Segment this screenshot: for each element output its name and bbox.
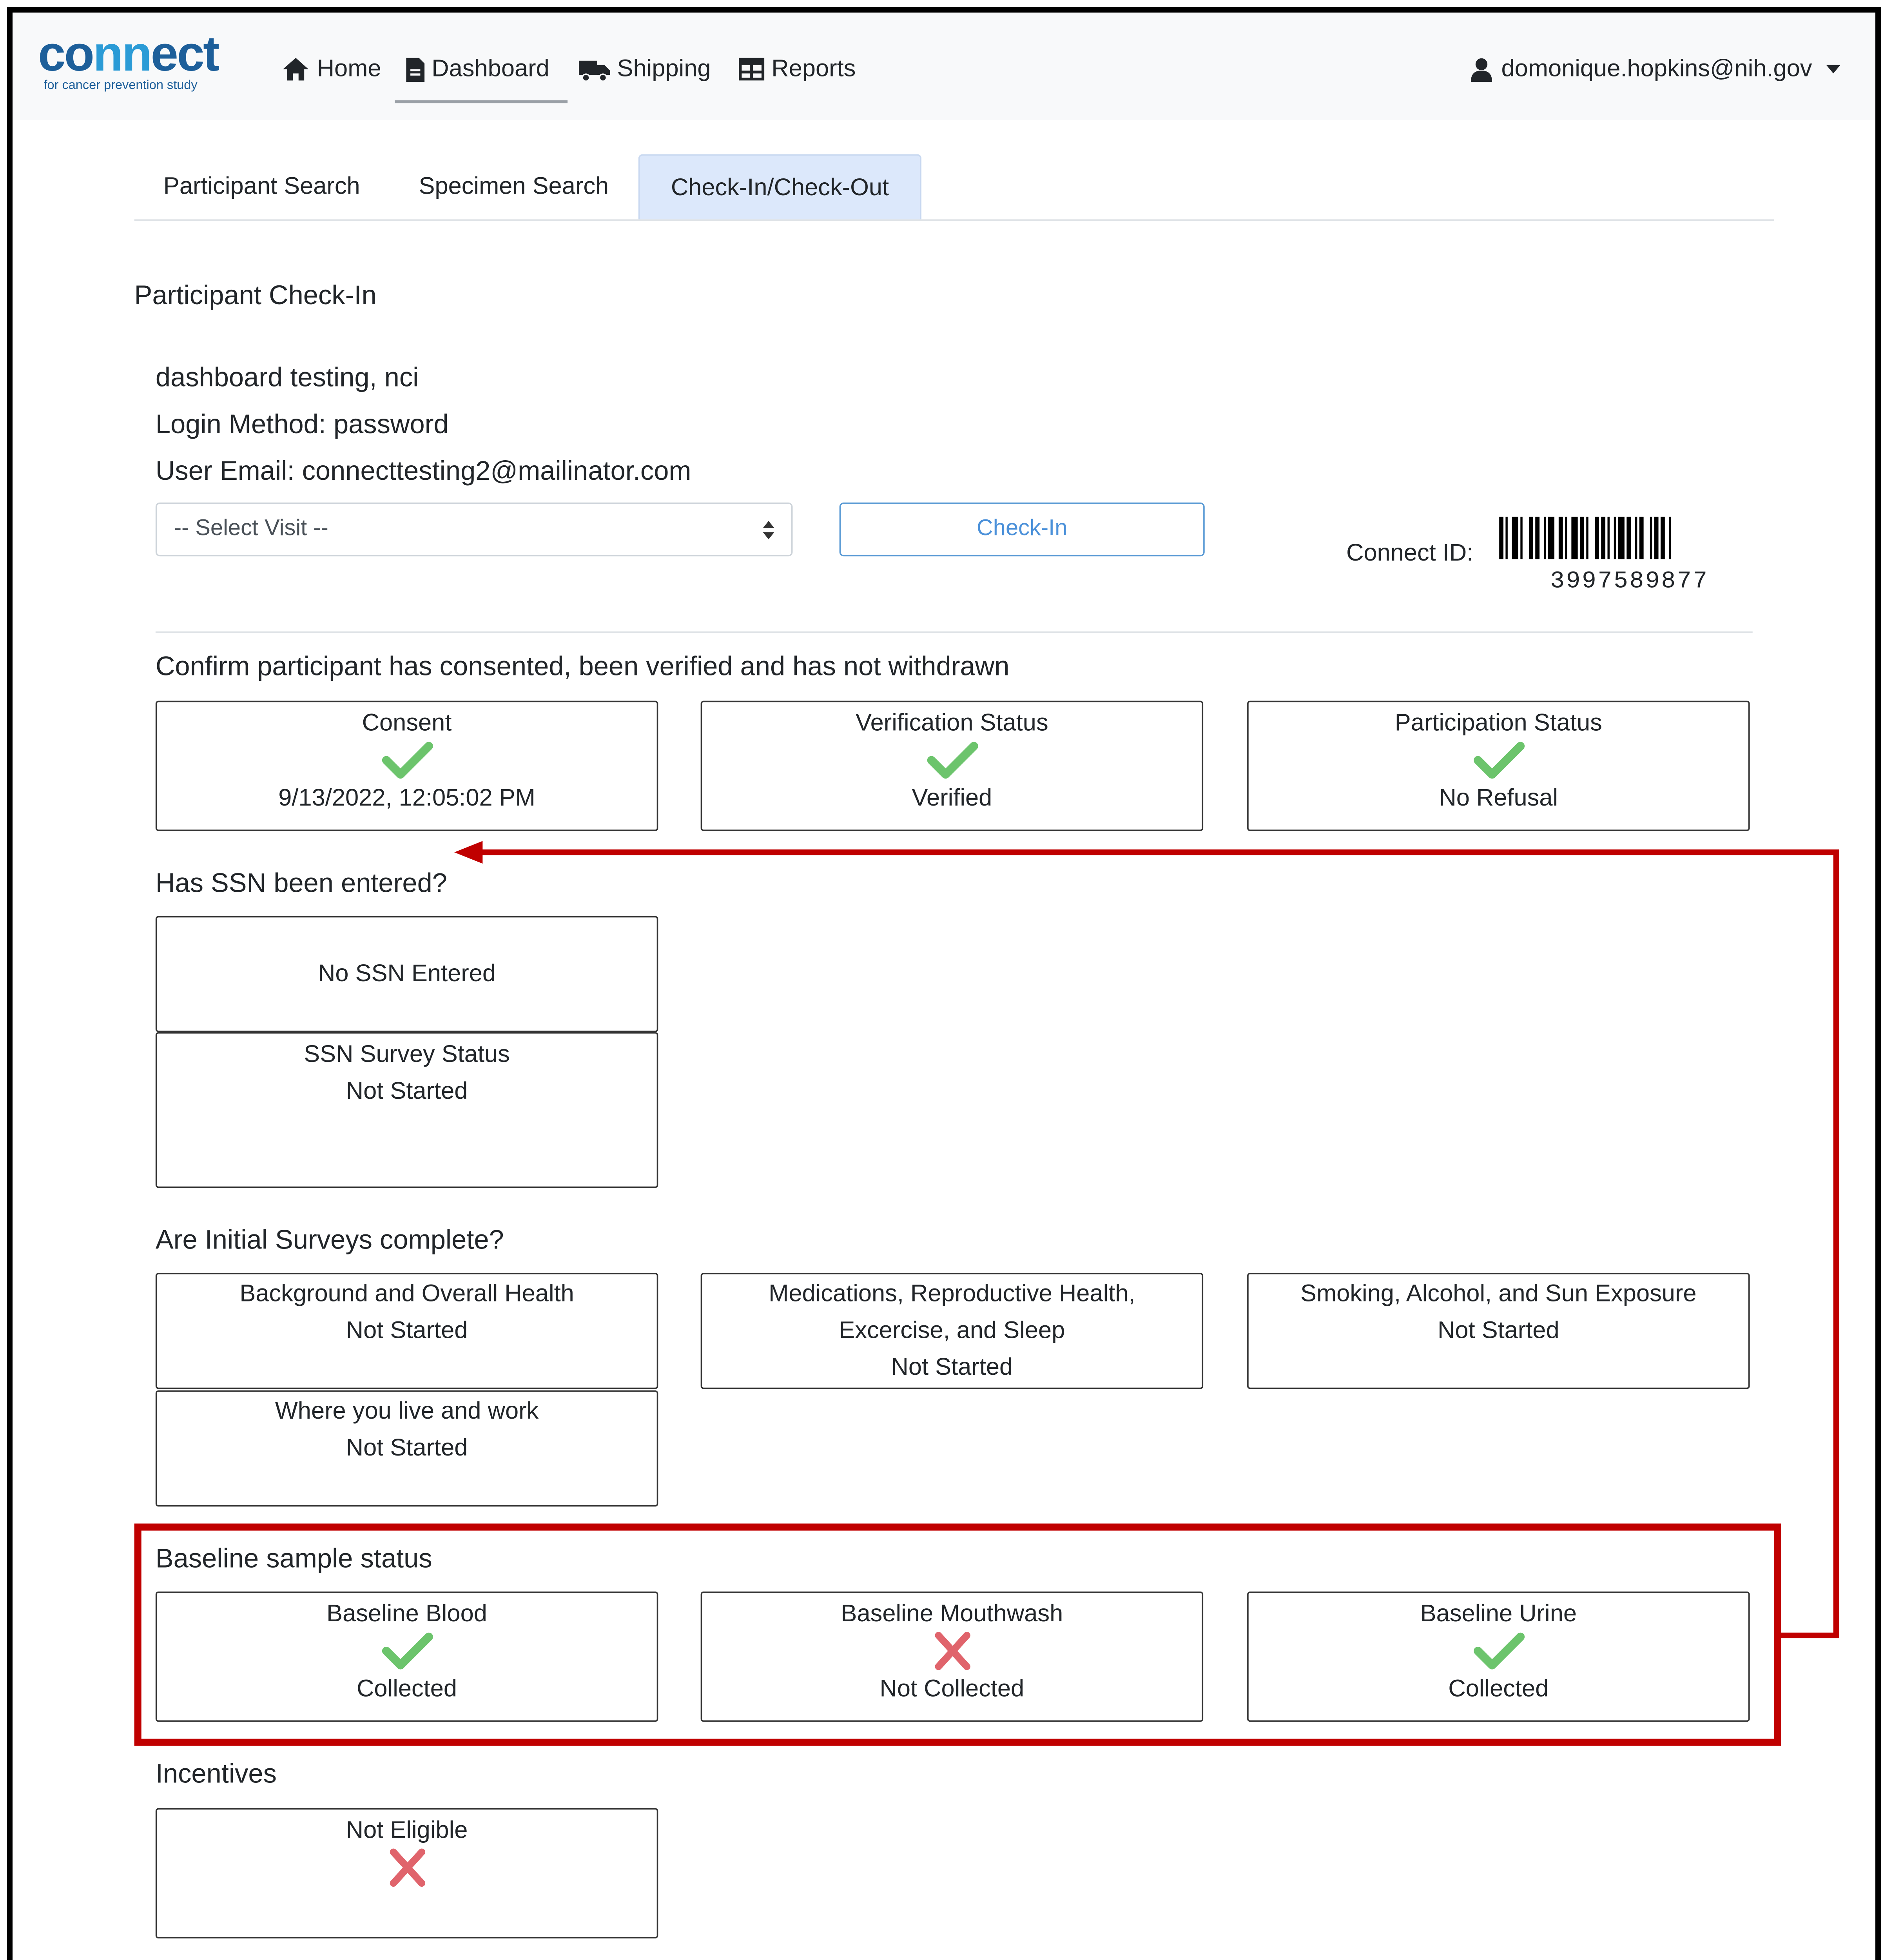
survey-label-line2: Excercise, and Sleep [839, 1317, 1065, 1344]
ssn-section-title: Has SSN been entered? [155, 869, 447, 899]
logo-tagline: for cancer prevention study [44, 78, 198, 92]
nav-reports-label: Reports [771, 55, 856, 82]
verification-status-value: Verified [912, 784, 992, 811]
nav-home-label: Home [317, 55, 381, 82]
survey-status: Not Started [1437, 1317, 1559, 1344]
incentives-section-title: Incentives [155, 1760, 277, 1790]
baseline-mouthwash-status: Not Collected [879, 1675, 1025, 1702]
baseline-urine-label: Baseline Urine [1420, 1600, 1577, 1627]
baseline-blood-status: Collected [357, 1675, 457, 1702]
annotation-arrow [13, 13, 1881, 1960]
ssn-survey-label: SSN Survey Status [304, 1040, 510, 1068]
verification-status-label: Verification Status [856, 709, 1048, 736]
tab-check-in-check-out[interactable]: Check-In/Check-Out [638, 154, 921, 219]
participant-name: dashboard testing, nci [155, 363, 419, 394]
baseline-urine-status: Collected [1448, 1675, 1549, 1702]
page-title: Participant Check-In [134, 281, 377, 312]
nav-dashboard-label: Dashboard [432, 55, 549, 82]
baseline-mouthwash-label: Baseline Mouthwash [841, 1600, 1063, 1627]
app-canvas [13, 13, 1881, 1960]
baseline-section-title: Baseline sample status [155, 1544, 432, 1575]
baseline-blood-label: Baseline Blood [326, 1600, 487, 1627]
logo-word: connect [38, 27, 218, 82]
survey-label: Where you live and work [275, 1397, 539, 1425]
tab-participant-search[interactable]: Participant Search [163, 172, 360, 199]
survey-label: Smoking, Alcohol, and Sun Exposure [1300, 1280, 1697, 1307]
participation-status-value: No Refusal [1439, 784, 1558, 811]
check-in-button[interactable]: Check-In [840, 503, 1205, 556]
consent-section-title: Confirm participant has consented, been verified and has not withdrawn [155, 652, 1010, 682]
survey-status: Not Started [346, 1434, 468, 1461]
connect-id-label: Connect ID: [1346, 539, 1474, 566]
consent-date: 9/13/2022, 12:05:02 PM [278, 784, 535, 811]
survey-status: Not Started [891, 1354, 1013, 1381]
user-email: domonique.hopkins@nih.gov [1501, 55, 1812, 82]
consent-label: Consent [362, 709, 452, 736]
incentives-box [156, 1808, 658, 1938]
screenshot-frame [7, 7, 1881, 1960]
survey-label: Background and Overall Health [239, 1280, 574, 1307]
connect-id-value: 3997589877 [1550, 569, 1709, 596]
x-icon [381, 1848, 432, 1887]
ssn-entered-value: No SSN Entered [318, 960, 496, 987]
survey-status: Not Started [346, 1317, 468, 1344]
incentives-status: Not Eligible [346, 1817, 468, 1844]
nav-shipping-label: Shipping [617, 55, 711, 82]
login-method: Login Method: password [155, 410, 449, 440]
participation-status-label: Participation Status [1394, 709, 1602, 736]
select-visit-value: -- Select Visit -- [174, 517, 328, 541]
survey-label-line1: Medications, Reproductive Health, [769, 1280, 1135, 1307]
surveys-section-title: Are Initial Surveys complete? [155, 1226, 504, 1256]
user-email-line: User Email: connecttesting2@mailinator.com [155, 457, 691, 487]
ssn-survey-value: Not Started [346, 1077, 468, 1105]
tab-specimen-search[interactable]: Specimen Search [419, 172, 609, 199]
